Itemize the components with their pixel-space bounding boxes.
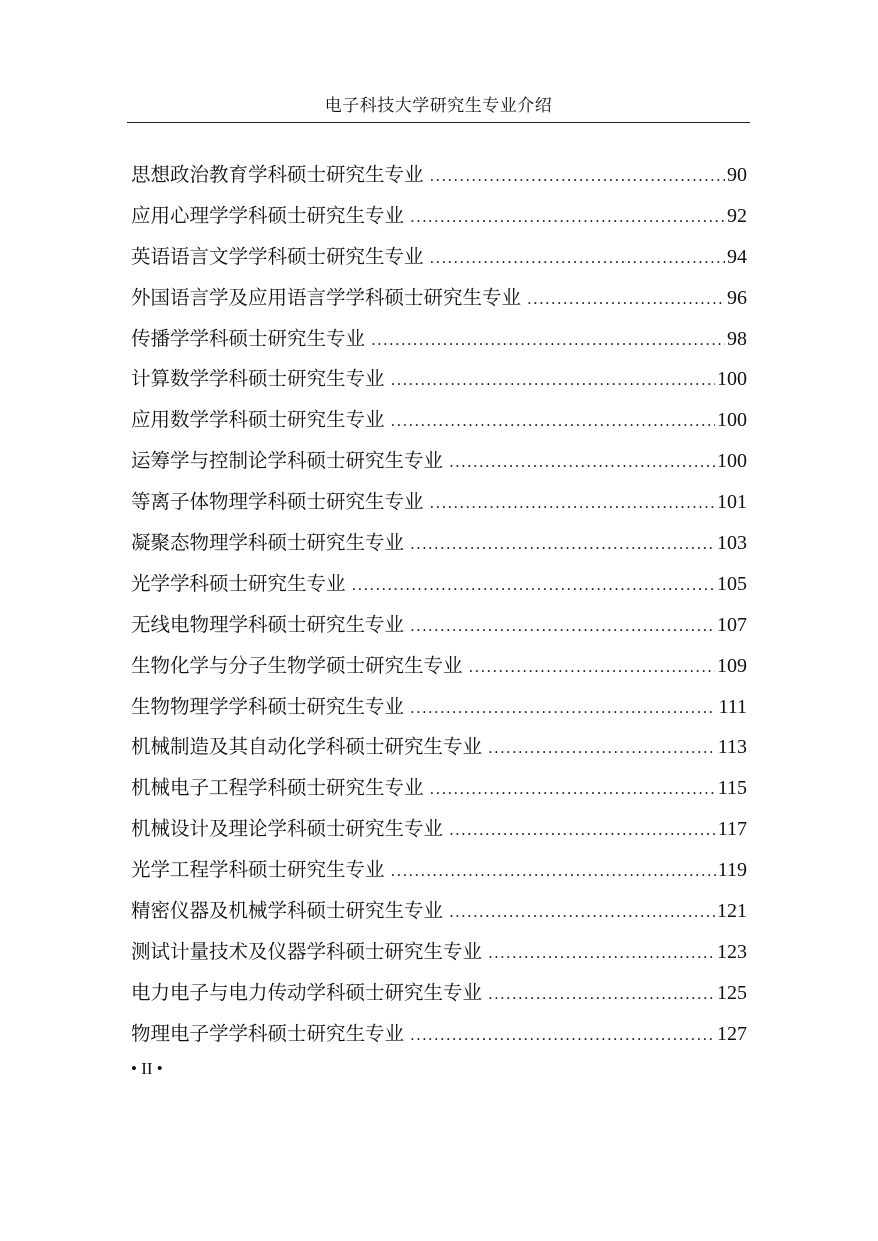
toc-entry[interactable] [131, 651, 747, 692]
dot-leader [410, 611, 715, 641]
dot-leader [527, 284, 725, 314]
toc-entry-page: 92 [727, 204, 747, 227]
toc-entry-title: 机械制造及其自动化学科硕士研究生专业 [131, 735, 483, 759]
dot-leader [410, 693, 716, 723]
toc-entry-page: 113 [717, 736, 747, 759]
toc-entry[interactable] [131, 896, 747, 937]
running-header [127, 93, 750, 123]
toc-entry-page: 100 [717, 450, 747, 473]
toc-entry-page: 103 [717, 532, 747, 555]
dot-leader [410, 529, 715, 559]
toc-entry-title: 生物化学与分子生物学硕士研究生专业 [131, 653, 463, 677]
toc-entry[interactable] [131, 405, 747, 446]
toc-entry-title: 思想政治教育学科硕士研究生专业 [131, 163, 424, 186]
toc-entry[interactable] [131, 446, 747, 487]
dot-leader [488, 938, 715, 968]
toc-entry-page: 115 [717, 777, 747, 800]
toc-entry-title: 电力电子与电力传动学科硕士研究生专业 [131, 980, 483, 1004]
toc-entry-title: 等离子体物理学科硕士研究生专业 [131, 490, 424, 514]
toc-entry[interactable] [131, 569, 747, 610]
header-title: 电子科技大学研究生专业介绍 [324, 96, 553, 116]
dot-leader [430, 161, 725, 191]
toc-entry-title: 测试计量技术及仪器学科硕士研究生专业 [131, 939, 483, 963]
toc-entry[interactable] [131, 978, 747, 1019]
toc-entry-page: 127 [717, 1022, 747, 1045]
toc-entry[interactable] [131, 855, 747, 896]
toc-entry[interactable] [131, 773, 747, 814]
toc-entry-title: 应用心理学学科硕士研究生专业 [131, 203, 405, 227]
dot-leader [410, 1020, 715, 1050]
toc-entry[interactable] [131, 201, 747, 242]
toc-entry-page: 119 [717, 859, 747, 882]
toc-entry-page: 94 [727, 245, 747, 268]
toc-entry-title: 生物物理学学科硕士研究生专业 [131, 694, 405, 718]
dot-leader [469, 652, 715, 682]
toc-entry-page: 90 [727, 164, 747, 186]
toc-entry[interactable] [131, 610, 747, 651]
table-of-contents [131, 160, 747, 1060]
toc-entry-title: 机械设计及理论学科硕士研究生专业 [131, 817, 444, 841]
toc-entry-page: 98 [727, 327, 747, 350]
toc-entry-title: 外国语言学及应用语言学学科硕士研究生专业 [131, 285, 522, 309]
toc-entry-page: 111 [718, 695, 747, 718]
dot-leader [488, 733, 716, 763]
toc-entry[interactable] [131, 937, 747, 978]
toc-entry[interactable] [131, 364, 747, 405]
toc-entry-page: 109 [717, 654, 747, 677]
toc-entry-page: 100 [717, 409, 747, 432]
toc-entry-page: 100 [717, 368, 747, 391]
toc-entry[interactable] [131, 283, 747, 324]
dot-leader [449, 897, 715, 927]
toc-entry[interactable] [131, 814, 747, 855]
dot-leader [449, 815, 716, 845]
toc-entry[interactable] [131, 324, 747, 365]
toc-entry-title: 英语语言文学学科硕士研究生专业 [131, 244, 424, 268]
page-number: • II • [131, 1059, 163, 1078]
dot-leader [449, 447, 715, 477]
dot-leader [371, 325, 725, 355]
toc-entry-title: 传播学学科硕士研究生专业 [131, 326, 366, 350]
toc-entry-title: 运筹学与控制论学科硕士研究生专业 [131, 449, 444, 473]
toc-entry-title: 凝聚态物理学科硕士研究生专业 [131, 531, 405, 555]
dot-leader [430, 488, 715, 518]
toc-entry[interactable] [131, 1019, 747, 1060]
toc-entry[interactable] [131, 528, 747, 569]
dot-leader [391, 856, 716, 886]
toc-entry-page: 96 [727, 286, 747, 309]
toc-entry-page: 107 [717, 613, 747, 636]
dot-leader [352, 570, 715, 600]
dot-leader [430, 774, 716, 804]
toc-entry[interactable] [131, 487, 747, 528]
toc-entry-title: 精密仪器及机械学科硕士研究生专业 [131, 899, 444, 923]
toc-entry-page: 125 [717, 981, 747, 1004]
toc-entry-title: 光学学科硕士研究生专业 [131, 571, 346, 595]
toc-entry-title: 光学工程学科硕士研究生专业 [131, 858, 385, 882]
toc-entry[interactable] [131, 692, 747, 733]
toc-entry-page: 117 [717, 818, 747, 841]
toc-entry-page: 105 [717, 572, 747, 595]
dot-leader [430, 243, 725, 273]
toc-entry-title: 计算数学学科硕士研究生专业 [131, 367, 385, 391]
toc-entry-page: 121 [717, 900, 747, 923]
toc-entry-title: 无线电物理学科硕士研究生专业 [131, 612, 405, 636]
dot-leader [488, 979, 715, 1009]
dot-leader [410, 202, 725, 232]
toc-entry-title: 物理电子学学科硕士研究生专业 [131, 1021, 405, 1045]
dot-leader [391, 365, 715, 395]
toc-entry[interactable] [131, 242, 747, 283]
toc-entry[interactable] [131, 732, 747, 773]
toc-entry-page: 101 [717, 491, 747, 514]
dot-leader [391, 406, 715, 436]
toc-entry-title: 应用数学学科硕士研究生专业 [131, 408, 385, 432]
toc-entry[interactable] [131, 160, 747, 201]
toc-entry-page: 123 [717, 940, 747, 963]
toc-entry-title: 机械电子工程学科硕士研究生专业 [131, 776, 424, 800]
